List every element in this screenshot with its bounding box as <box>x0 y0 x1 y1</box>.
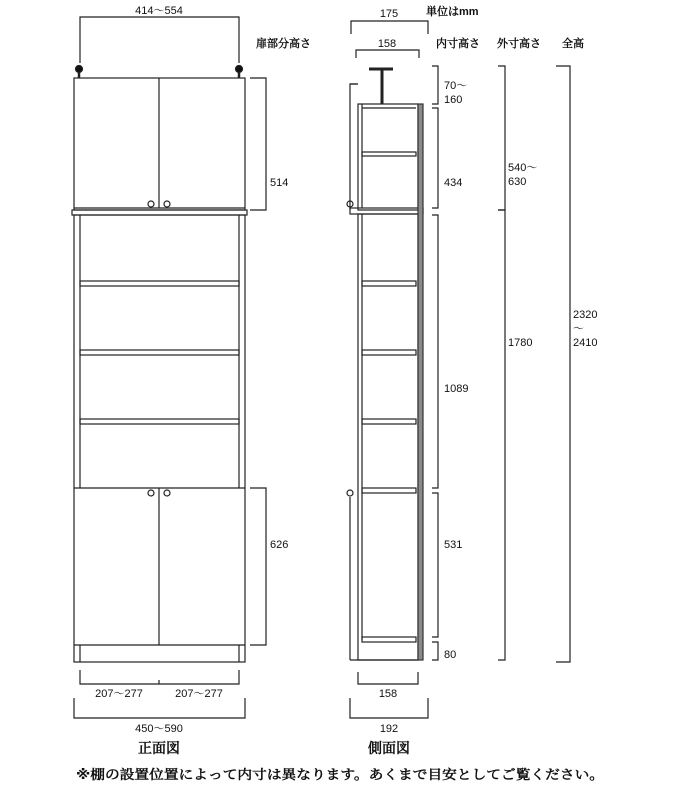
shelf-2 <box>80 350 239 355</box>
inner-top-gap-label-2: 160 <box>444 94 463 106</box>
inner-lower-cabinet-dim <box>432 493 438 637</box>
inner-top-gap-label-1: 70〜 <box>444 80 468 92</box>
front-view <box>72 17 266 718</box>
side-bottom-inner-dim <box>358 672 418 684</box>
side-lower-handle <box>347 490 353 496</box>
side-upper-shelf <box>362 152 416 156</box>
total-height-header: 全高 <box>562 38 584 50</box>
front-top-width-bracket <box>80 17 239 63</box>
front-left-knob <box>76 66 83 73</box>
side-bottom-inner-label: 158 <box>378 688 398 700</box>
side-shelf-1 <box>362 281 416 286</box>
shelf-3 <box>80 419 239 424</box>
front-right-knob <box>236 66 243 73</box>
lower-right-handle <box>164 490 170 496</box>
half-width-dim <box>80 670 239 684</box>
side-back-panel <box>418 104 423 660</box>
main-top-panel <box>72 210 247 215</box>
upper-door-height-label: 514 <box>270 177 289 189</box>
outer-main-label: 1780 <box>508 337 533 349</box>
upper-door-dim <box>250 78 266 210</box>
inner-lower-cabinet-label: 531 <box>444 539 463 551</box>
inner-upper-cabinet-label: 434 <box>444 177 463 189</box>
side-top-inner-dim <box>356 50 419 58</box>
side-top-panel <box>350 208 423 214</box>
side-top-inner-label: 158 <box>377 38 397 50</box>
inner-base-label: 80 <box>444 649 457 661</box>
shelf-1 <box>80 281 239 286</box>
side-shelf-3 <box>362 419 416 424</box>
outer-upper-dim <box>498 66 505 210</box>
side-bottom-outer-dim <box>350 698 428 718</box>
upper-left-handle <box>148 201 154 207</box>
total-height-label-1: 2320 <box>573 309 598 321</box>
side-top-outer-dim <box>351 21 428 34</box>
side-view-caption: 側面図 <box>368 740 410 756</box>
inner-top-gap-dim <box>432 66 438 104</box>
side-top-outer-label: 175 <box>379 8 399 20</box>
lower-left-handle <box>148 490 154 496</box>
front-top-width-label: 414〜554 <box>135 5 183 17</box>
footnote: ※棚の設置位置によって内寸は異なります。あくまで目安としてご覧ください。 <box>76 767 604 782</box>
inner-upper-cabinet-dim <box>432 108 438 208</box>
outer-main-dim <box>498 210 505 660</box>
half-width-right-label: 207〜277 <box>175 688 223 700</box>
upper-right-handle <box>164 201 170 207</box>
outer-height-header: 外寸高さ <box>497 38 541 50</box>
side-shelf-2 <box>362 350 416 355</box>
side-view <box>347 21 570 718</box>
total-height-dim <box>556 66 570 662</box>
half-width-left-label: 207〜277 <box>95 688 143 700</box>
total-width-label: 450〜590 <box>135 723 183 735</box>
total-width-dim <box>74 698 245 718</box>
inner-base-dim <box>432 642 438 660</box>
outer-upper-label-1: 540〜 <box>508 162 538 174</box>
unit-label: 単位はmm <box>426 6 479 18</box>
lower-door-height-label: 626 <box>270 539 289 551</box>
door-height-header: 扉部分高さ <box>256 38 311 50</box>
side-shelf-4 <box>362 488 416 493</box>
total-height-label-3: 2410 <box>573 337 598 349</box>
inner-open-shelf-label: 1089 <box>444 383 469 395</box>
outer-upper-label-2: 630 <box>508 176 527 188</box>
side-upper-cabinet <box>358 104 418 210</box>
total-height-label-2: 〜 <box>573 323 584 335</box>
inner-open-shelf-dim <box>432 215 438 488</box>
front-view-caption: 正面図 <box>138 740 180 756</box>
lower-door-dim <box>250 488 266 645</box>
inner-height-header: 内寸高さ <box>436 38 480 50</box>
side-base-shelf <box>362 637 416 642</box>
side-bottom-outer-label: 192 <box>379 723 399 735</box>
